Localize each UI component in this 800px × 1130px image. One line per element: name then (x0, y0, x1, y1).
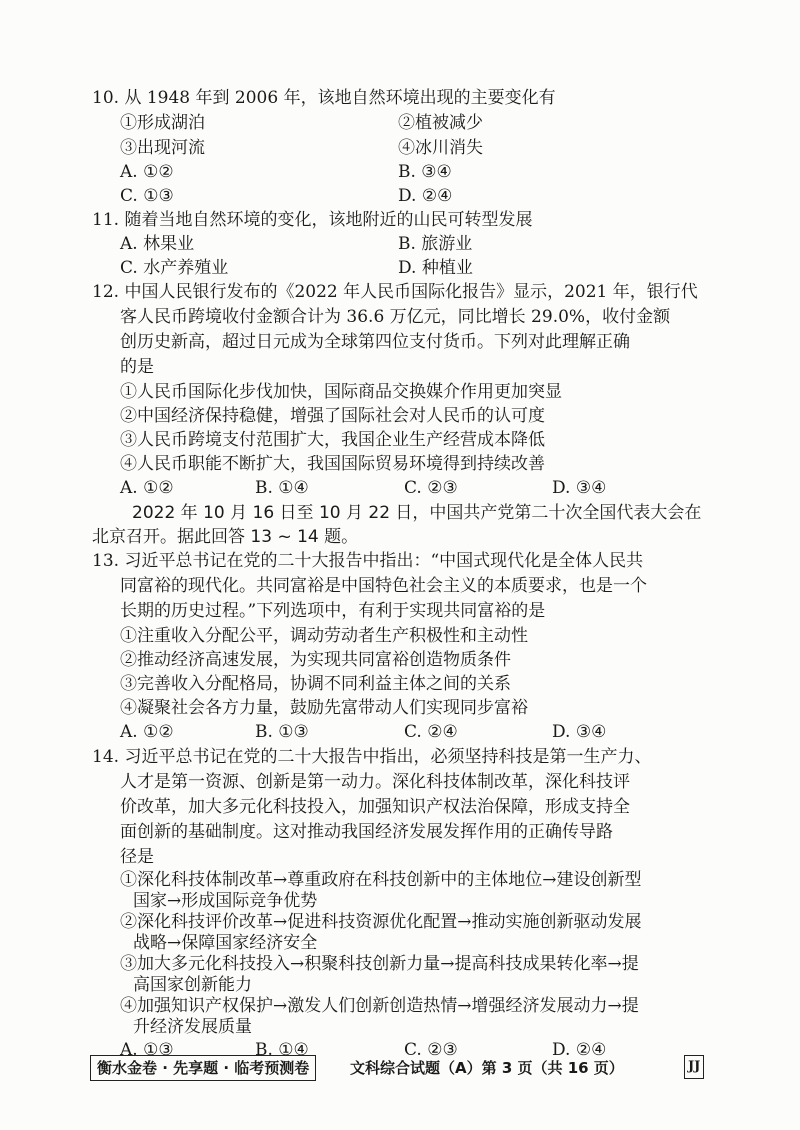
q14-option-d[interactable]: D. ②④ (552, 1040, 607, 1060)
q14-item-4: ④加强知识产权保护→激发人们创新创造热情→增强经济发展动力→提 (120, 996, 639, 1016)
q12-stem-line-4: 的是 (120, 357, 154, 377)
q14-stem-line-1: 14. 习近平总书记在党的二十大报告中指出，必须坚持科技是第一生产力、 (92, 747, 652, 767)
q11-option-b[interactable]: B. 旅游业 (398, 234, 473, 254)
q14-stem-line-5: 径是 (120, 847, 154, 867)
q13-stem-line-1: 13. 习近平总书记在党的二十大报告中指出：“中国式现代化是全体人民共 (92, 551, 644, 571)
q13-stem-line-3: 长期的历史过程。”下列选项中，有利于实现共同富裕的是 (120, 601, 546, 621)
q14-item-1: ①深化科技体制改革→尊重政府在科技创新中的主体地位→建设创新型 (120, 870, 642, 890)
q12-option-d[interactable]: D. ③④ (552, 478, 607, 498)
q13-item-3: ③完善收入分配格局，协调不同利益主体之间的关系 (120, 674, 511, 694)
q13-option-a[interactable]: A. ①② (120, 722, 174, 742)
q10-item-1: ①形成湖泊 (120, 113, 205, 133)
q11-option-a[interactable]: A. 林果业 (120, 234, 195, 254)
q12-item-3: ③人民币跨境支付范围扩大，我国企业生产经营成本降低 (120, 430, 545, 450)
q13-option-d[interactable]: D. ③④ (552, 722, 607, 742)
q11-stem: 11. 随着当地自然环境的变化，该地附近的山民可转型发展 (92, 210, 533, 230)
q14-stem-line-4: 面创新的基础制度。这对推动我国经济发展发挥作用的正确传导路 (120, 822, 613, 842)
q10-item-3: ③出现河流 (120, 138, 205, 158)
q13-option-c[interactable]: C. ②④ (404, 722, 458, 742)
q12-stem-line-1: 12. 中国人民银行发布的《2022 年人民币国际化报告》显示，2021 年，银行代 (92, 282, 698, 302)
q12-item-4: ④人民币职能不断扩大，我国国际贸易环境得到持续改善 (120, 454, 545, 474)
q10-option-a[interactable]: A. ①② (120, 162, 174, 182)
q10-option-b[interactable]: B. ③④ (398, 162, 452, 182)
q12-option-a[interactable]: A. ①② (120, 478, 174, 498)
q14-item-4-cont: 升经济发展质量 (133, 1017, 252, 1037)
q14-option-c[interactable]: C. ②③ (404, 1040, 458, 1060)
q13-option-b[interactable]: B. ①③ (255, 722, 309, 742)
q14-item-3: ③加大多元化科技投入→积聚科技创新力量→提高科技成果转化率→提 (120, 954, 639, 974)
q12-item-1: ①人民币国际化步伐加快，国际商品交换媒介作用更加突显 (120, 382, 562, 402)
q10-stem: 10. 从 1948 年到 2006 年，该地自然环境出现的主要变化有 (92, 88, 556, 108)
q12-option-c[interactable]: C. ②③ (404, 478, 458, 498)
q14-option-b[interactable]: B. ①④ (255, 1040, 309, 1060)
q10-item-4: ④冰川消失 (398, 138, 483, 158)
q10-option-d[interactable]: D. ②④ (398, 186, 453, 206)
paper-info: 文科综合试题（A）第 3 页（共 16 页） (350, 1059, 624, 1077)
q14-item-1-cont: 国家→形成国际竞争优势 (133, 891, 318, 911)
q11-option-c[interactable]: C. 水产养殖业 (120, 258, 229, 278)
q13-stem-line-2: 同富裕的现代化。共同富裕是中国特色社会主义的本质要求，也是一个 (120, 576, 647, 596)
q14-option-a[interactable]: A. ①③ (120, 1040, 174, 1060)
q10-option-c[interactable]: C. ①③ (120, 186, 174, 206)
q14-item-2-cont: 战略→保障国家经济安全 (133, 933, 318, 953)
q14-item-2: ②深化科技评价改革→促进科技资源优化配置→推动实施创新驱动发展 (120, 912, 642, 932)
q12-option-b[interactable]: B. ①④ (255, 478, 309, 498)
q11-option-d[interactable]: D. 种植业 (398, 258, 473, 278)
q14-item-3-cont: 高国家创新能力 (133, 975, 252, 995)
q13-item-4: ④凝聚社会各方力量，鼓励先富带动人们实现同步富裕 (120, 698, 528, 718)
series-label: 衡水金卷 · 先享题 · 临考预测卷 (90, 1055, 316, 1081)
q12-item-2: ②中国经济保持稳健，增强了国际社会对人民币的认可度 (120, 406, 545, 426)
q14-stem-line-2: 人才是第一资源、创新是第一动力。深化科技体制改革，深化科技评 (120, 772, 630, 792)
q10-item-2: ②植被减少 (398, 113, 483, 133)
q14-stem-line-3: 价改革，加大多元化科技投入，加强知识产权法治保障，形成支持全 (120, 797, 630, 817)
jj-mark: JJ (684, 1055, 704, 1079)
q13-item-2: ②推动经济高速发展，为实现共同富裕创造物质条件 (120, 650, 511, 670)
intro-line-2: 北京召开。据此回答 13 ~ 14 题。 (92, 527, 359, 547)
q12-stem-line-2: 客人民币跨境收付金额合计为 36.6 万亿元，同比增长 29.0%，收付金额 (120, 307, 671, 327)
q13-item-1: ①注重收入分配公平，调动劳动者生产积极性和主动性 (120, 626, 528, 646)
intro-line-1: 2022 年 10 月 16 日至 10 月 22 日，中国共产党第二十次全国代表大会在 (132, 503, 702, 523)
q12-stem-line-3: 创历史新高，超过日元成为全球第四位支付货币。下列对此理解正确 (120, 332, 630, 352)
